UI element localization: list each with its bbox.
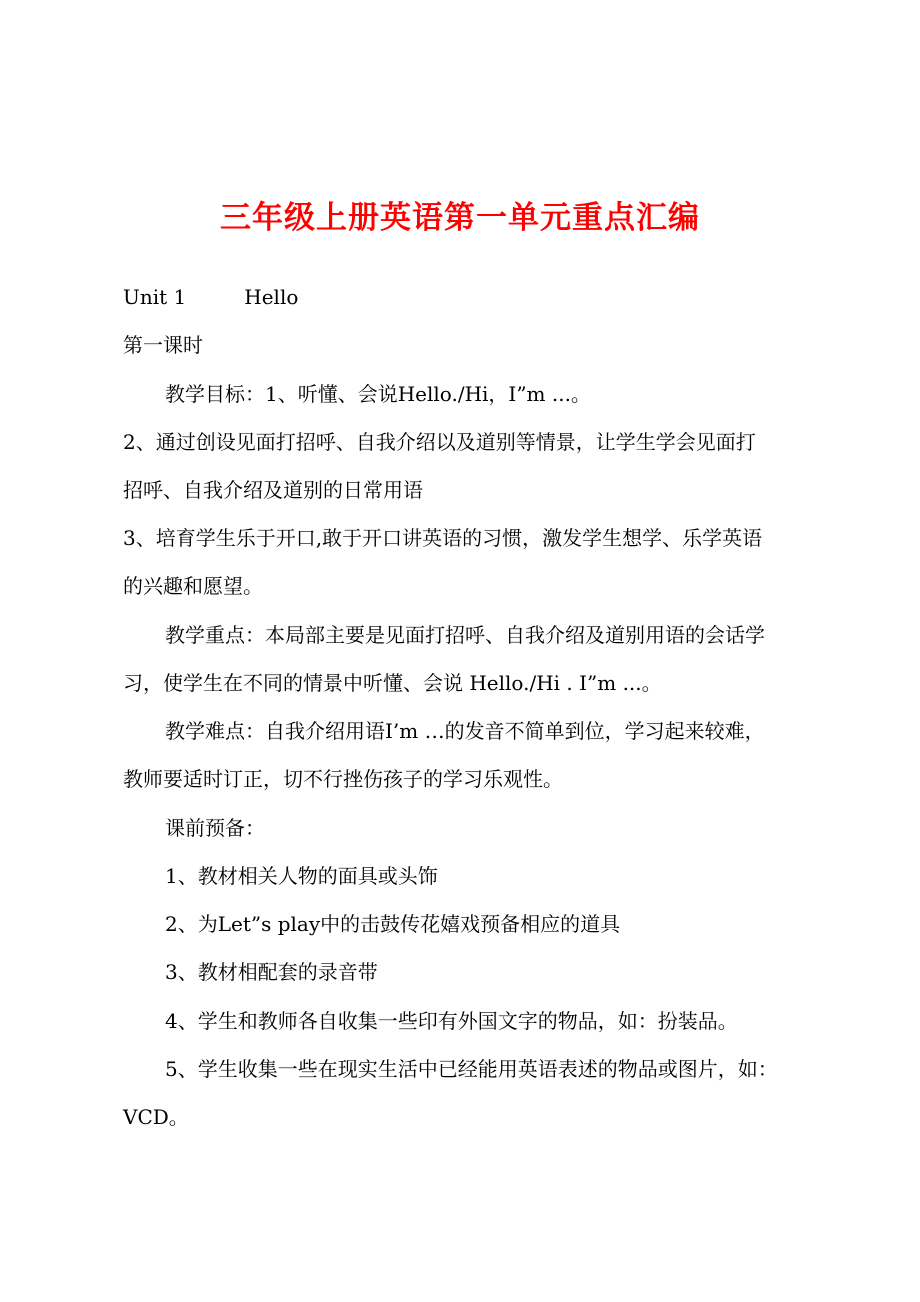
unit-heading (123, 283, 298, 311)
goal-3-line-1: 3、培育学生乐于开口,敢于开口讲英语的习惯，激发学生想学、乐学英语 (123, 526, 763, 550)
preparation-item-4: 4、学生和教师各自收集一些印有外国文字的物品，如：扮装品。 (165, 1009, 738, 1033)
difficulty-line-1: 教学难点：自我介绍用语I’m …的发音不简单到位，学习起来较难， (165, 719, 765, 743)
unit-title: Hello (244, 285, 299, 309)
unit-label: Unit 1 (123, 285, 187, 309)
difficulty-line-2: 教师要适时订正，切不行挫伤孩子的学习乐观性。 (123, 767, 563, 791)
lesson-heading: 第一课时 (123, 333, 203, 357)
preparation-item-5-line-2: VCD。 (123, 1105, 189, 1129)
key-point-line-1: 教学重点：本局部主要是见面打招呼、自我介绍及道别用语的会话学 (165, 623, 765, 647)
goal-1: 教学目标：1、听懂、会说Hello./Hi，I”m ...。 (165, 382, 591, 406)
preparation-heading: 课前预备： (165, 816, 265, 840)
preparation-item-5-line-1: 5、学生收集一些在现实生活中已经能用英语表述的物品或图片，如： (165, 1057, 778, 1081)
document-title: 三年级上册英语第一单元重点汇编 (220, 200, 700, 236)
key-point-line-2: 习，使学生在不同的情景中听懂、会说 Hello./Hi . I”m ...。 (123, 671, 662, 695)
preparation-item-3: 3、教材相配套的录音带 (165, 960, 378, 984)
goal-2-line-1: 2、通过创设见面打招呼、自我介绍以及道别等情景，让学生学会见面打 (123, 430, 756, 454)
preparation-item-2: 2、为Let”s play中的击鼓传花嬉戏预备相应的道具 (165, 912, 621, 936)
preparation-item-1: 1、教材相关人物的面具或头饰 (165, 864, 438, 888)
goal-2-line-2: 招呼、自我介绍及道别的日常用语 (123, 478, 423, 502)
goal-3-line-2: 的兴趣和愿望。 (123, 574, 263, 598)
